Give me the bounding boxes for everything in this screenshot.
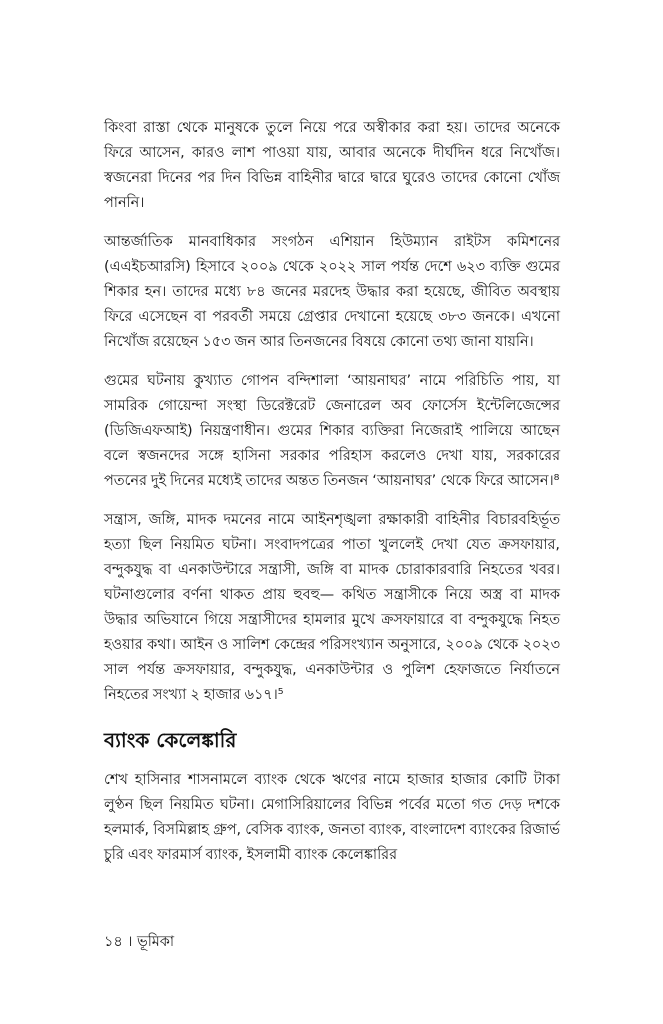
paragraph-ahrc-statistics: আন্তর্জাতিক মানবাধিকার সংগঠন এশিয়ান হিউম্যান রাইটস কমিশনের (এএইচআরসি) হিসাবে ২০০৯ থেকে ২০২২ সাল পর্যন্ত দেশে ৬২৩ ব্যক্তি গুমের শিকার হন। তাদের মধ্যে ৮৪ জনের মরদেহ উদ্ধার করা হয়েছে, জীবিত অবস্থায় ফিরে এসেছেন বা পরবর্তী সময়ে গ্রেপ্তার দেখানো হয়েছে ৩৮৩ জনকে। এখনো নিখোঁজ রয়েছেন ১৫৩ জন আর তিনজনের বিষয়ে কোনো তথ্য জানা যায়নি। <box>104 234 560 350</box>
paragraph-aynaghar: গুমের ঘটনায় কুখ্যাত গোপন বন্দিশালা ‘আয়নাঘর’ নামে পরিচিতি পায়, যা সামরিক গোয়েন্দা সংস্থা ডিরেক্টরেট জেনারেল অব ফোর্সেস ইন্টেলিজেন্সের (ডিজিএফআই) নিয়ন্ত্রণাধীন। গুমের শিকার ব্যক্তিরা নিজেরাই পালিয়ে আছেন বলে স্বজনদের সঙ্গে হাসিনা সরকার পরিহাস করলেও দেখা যায়, সরকারের পতনের দুই দিনের মধ্যেই তাদের অন্তত তিনজন ‘আয়নাঘর’ থেকে ফিরে আসেন।⁸ <box>104 373 560 489</box>
section-heading: ব্যাংক কেলেঙ্কারি <box>104 728 237 752</box>
page-body <box>104 116 560 882</box>
page-footer: ১৪ । ভূমিকা <box>104 934 175 950</box>
paragraph-bank-scandal: শেখ হাসিনার শাসনামলে ব্যাংক থেকে ঋণের নামে হাজার হাজার কোটি টাকা লুণ্ঠন ছিল নিয়মিত ঘটনা। মেগাসিরিয়ালের বিভিন্ন পর্বের মতো গত দেড় দশকে হলমার্ক, বিসমিল্লাহ গ্রুপ, বেসিক ব্যাংক, জনতা ব্যাংক, বাংলাদেশ ব্যাংকের রিজার্ভ চুরি এবং ফারমার্স ব্যাংক, ইসলামী ব্যাংক কেলেঙ্কারির <box>104 772 560 863</box>
paragraph-disappearance-intro: কিংবা রাস্তা থেকে মানুষকে তুলে নিয়ে পরে অস্বীকার করা হয়। তাদের অনেকে ফিরে আসেন, কারও লাশ পাওয়া যায়, আবার অনেকে দীর্ঘদিন ধরে নিখোঁজ। স্বজনেরা দিনের পর দিন বিভিন্ন বাহিনীর দ্বারে দ্বারে ঘুরেও তাদের কোনো খোঁজ পাননি। <box>104 120 560 211</box>
paragraph-extrajudicial-killings: সন্ত্রাস, জঙ্গি, মাদক দমনের নামে আইনশৃঙ্খলা রক্ষাকারী বাহিনীর বিচারবহির্ভূত হত্যা ছিল নিয়মিত ঘটনা। সংবাদপত্রের পাতা খুললেই দেখা যেত ক্রসফায়ার, বন্দুকযুদ্ধ বা এনকাউন্টারে সন্ত্রাসী, জঙ্গি বা মাদক চোরাকারবারি নিহতের খবর। ঘটনাগুলোর বর্ণনা থাকত প্রায় হুবহু— কথিত সন্ত্রাসীকে নিয়ে অস্ত্র বা মাদক উদ্ধার অভিযানে গিয়ে সন্ত্রাসীদের হামলার মুখে ক্রসফায়ারে বা বন্দুকযুদ্ধে নিহত হওয়ার কথা। আইন ও সালিশ কেন্দ্রের পরিসংখ্যান অনুসারে, ২০০৯ থেকে ২০২৩ সাল পর্যন্ত ক্রসফায়ার, বন্দুকযুদ্ধ, এনকাউন্টার ও পুলিশ হেফাজতে নির্যাতনে নিহতের সংখ্যা ২ হাজার ৬১৭।⁵ <box>104 512 560 703</box>
